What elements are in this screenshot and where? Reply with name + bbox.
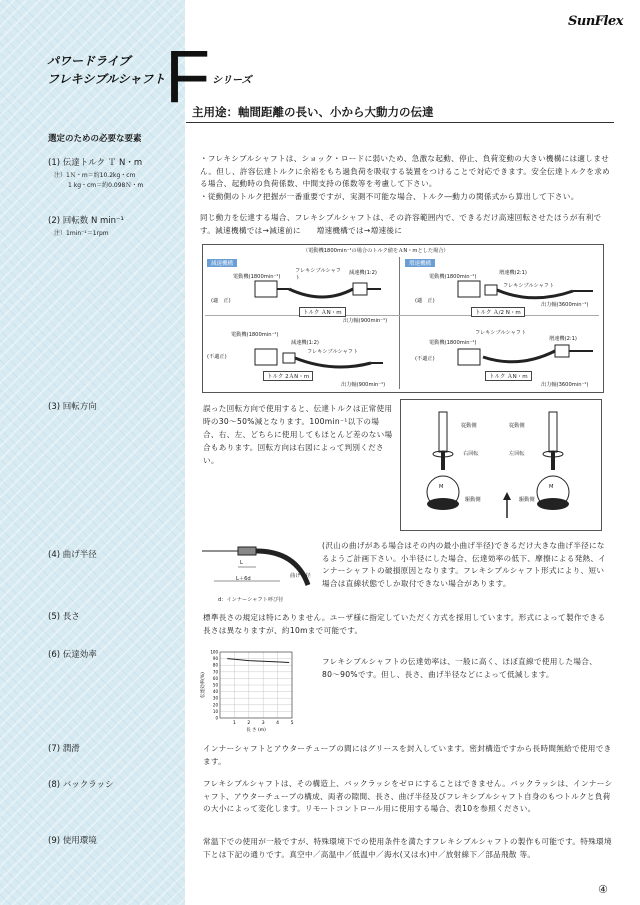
flex-label-3: フレキシブルシャフト [503, 283, 555, 289]
out900-label-2: 出力軸(900min⁻¹) [341, 382, 386, 388]
y-tick-label: 20 [212, 702, 218, 708]
rpm-note: 注）1min⁻¹＝1rpm [54, 230, 109, 237]
flex-label-4: フレキシブルシャフト [475, 330, 527, 336]
x-tick-label: 4 [276, 721, 280, 726]
y-tick-label: 90 [212, 656, 218, 662]
out900-label-1: 出力軸(900min⁻¹) [343, 318, 388, 324]
increaser-label-2: 増速機(2:1) [549, 336, 577, 342]
dim-l6d: L＋6d [236, 576, 251, 582]
efficiency-line [227, 659, 289, 663]
bad-label-1: (不適正) [207, 354, 227, 360]
y-tick-label: 60 [212, 675, 218, 681]
driven-label-1: 従動側 [461, 423, 477, 429]
subtitle-rule [186, 122, 614, 123]
dim-l: L [240, 560, 243, 566]
x-tick-label: 5 [290, 721, 294, 726]
reducer-label-2: 減速機(1:2) [291, 340, 319, 346]
direction-diagram [400, 399, 602, 531]
torque-a-1: トルク ＡN・m [299, 307, 346, 317]
y-tick-label: 80 [212, 662, 218, 668]
rpm-text: 同じ動力を伝達する場合、フレキシブルシャフトは、その許容範囲内で、できるだけ高速回転させたほうが有利です。減速機構では→減速前に 増速機構では→増速後に [200, 213, 602, 235]
bend-label: (4) 曲げ半径 [48, 550, 97, 560]
left-rotation-label: 左回転 [509, 451, 525, 457]
direction-label: (3) 回転方向 [48, 402, 97, 412]
series-line2: フレキシブルシャフト [47, 72, 166, 86]
motor-label-3: 電動機(1800min⁻¹) [429, 274, 477, 280]
series-letter: F [165, 35, 211, 118]
y-axis-label: 伝達効率(%) [201, 672, 206, 698]
page-subtitle: 主用途：軸間距離の長い、小から大動力の伝達 [192, 105, 434, 119]
lubrication-text: インナーシャフトとアウターチューブの間にはグリースを封入しています。密封構造ですから長時間無給で使用できます。 [203, 744, 612, 766]
length-label: (5) 長さ [48, 612, 80, 622]
brand-logo: SunFlex [568, 14, 623, 29]
torque-text1: ・フレキシブルシャフトは、ショック・ロードに弱いため、急激な起動、停止、負荷変動の大きい機構には適しません。但し、許容伝達トルクに余裕をもち過負荷を吸収する装置をつけることで対応できます。安全伝達トルクを求める場合、起動時の負荷係数、中間支持の係数等を考慮して下さい。 [200, 154, 611, 188]
y-tick-label: 40 [212, 689, 218, 695]
driven-label-2: 従動側 [509, 423, 525, 429]
torque-2a: トルク 2ＡN・m [263, 371, 313, 381]
torque-a2: トルク Ａ/2 N・m [471, 307, 525, 317]
efficiency-chart [196, 646, 306, 738]
bad-label-2: (不適正) [415, 356, 435, 362]
y-tick-label: 70 [212, 669, 218, 675]
rpm-label: (2) 回転数 N min⁻¹ [48, 216, 124, 226]
y-tick-label: 100 [210, 649, 218, 655]
series-line1: パワードライブ [47, 54, 131, 68]
flex-label-2: フレキシブルシャフト [307, 349, 359, 355]
series-suffix: シリーズ [212, 75, 252, 86]
intro-heading: 選定のための必要な要素 [48, 134, 142, 144]
backlash-text: フレキシブルシャフトは、その構造上、バックラッシをゼロにすることはできません。バックラッシは、インナーシャフト、アウターチューブの構成、両者の隙間、長さ、曲げ半径及びフレキシブルシャフト自身のもつトルクと負荷の大小によって変化します。リモートコントロール用に使用する場合、表10を参照ください。 [203, 779, 613, 813]
rpm-diagram [202, 244, 604, 393]
y-tick-label: 0 [215, 715, 218, 721]
backlash-label: (8) バックラッシ [48, 780, 114, 790]
page-number: ④ [598, 883, 608, 896]
y-tick-label: 50 [212, 682, 218, 688]
torque-note2: 1 kg・cm＝約0.098Ｎ・m [68, 182, 144, 189]
bend-text: (沢山の曲げがある場合はその内の最小曲げ半径)できるだけ大きな曲げ半径になるようご計画下さい。小半径にした場合、伝達効率の低下、摩擦による発熱、インナーシャフトの破損原因となります。フレキシブルシャフト形式により、短い場合は直線状態でしか取付できない場合があります。 [322, 541, 607, 588]
motor-m-1: M [439, 484, 444, 490]
motor-m-2: M [549, 484, 554, 490]
bend-drawing [200, 541, 320, 601]
motor-label-4: 電動機(1800min⁻¹) [429, 340, 477, 346]
tag-increase: 増速機構 [405, 259, 435, 267]
drive-label-1: 駆動側 [465, 497, 481, 503]
x-tick-label: 3 [261, 721, 265, 726]
good-label-1: (適 正) [211, 298, 231, 304]
length-text: 標準長さの規定は特にありません。ユーザ様に指定していただく方式を採用しています。形式によって製作できる長さは異なりますが、約10mまで可能です。 [203, 613, 606, 635]
y-tick-label: 30 [212, 695, 218, 701]
drive-label-2: 駆動側 [519, 497, 535, 503]
torque-a-2: トルク ＡN・m [485, 371, 532, 381]
environment-text: 常温下での使用が一般ですが、特殊環境下での使用条件を満たすフレキシブルシャフトの製作も可能です。特殊環境下とは下記の通りです。真空中／高温中／低温中／海水(又は水)中／放射線下／部品飛散 等。 [203, 837, 612, 859]
torque-note1: 注）1Ｎ・m＝約10.2kg・cm [54, 172, 136, 179]
motor-label-2: 電動機(1800min⁻¹) [231, 332, 279, 338]
out3600-label-1: 出力軸(3600min⁻¹) [541, 302, 589, 308]
rotation-drawings [401, 400, 601, 530]
torque-label: (1) 伝達トルク Ｔ N・m [48, 158, 143, 168]
diagram-caption: （電動機1800min⁻¹の場合のトルク値をＡN・mとした場合） [303, 248, 449, 254]
y-tick-label: 10 [212, 708, 218, 714]
good-label-2: (適 正) [415, 298, 435, 304]
dim-note: d：インナーシャフト呼び径 [218, 597, 284, 603]
environment-label: (9) 使用環境 [48, 836, 97, 846]
flex-label-1: フレキシブルシャフト [295, 268, 341, 281]
torque-text2: ・従動側のトルク把握が一番重要ですが、実測不可能な場合、トルク―動力の関係式から算出して下さい。 [200, 192, 579, 201]
motor-label-1: 電動機(1800min⁻¹) [233, 274, 281, 280]
right-rotation-label: 右回転 [463, 451, 479, 457]
x-tick-label: 2 [247, 721, 251, 726]
mechanism-drawings [203, 245, 603, 392]
tag-reduction: 減速機構 [207, 259, 237, 267]
lubrication-label: (7) 潤滑 [48, 744, 80, 754]
efficiency-text: フレキシブルシャフトの伝達効率は、一般に高く、ほぼ直線で使用した場合、80〜90%です。但し、長さ、曲げ半径などによって低減します。 [322, 657, 598, 679]
x-tick-label: 1 [232, 721, 236, 726]
dim-radius: 曲げ半径 [290, 573, 311, 579]
x-axis-label: 長 さ (m) [246, 728, 266, 733]
direction-text: 誤った回転方向で使用すると、伝達トルクは正常使用時の30〜50%減となります。100min⁻¹以下の場合、右、左、どちらに使用してもほとんど差のない場合もあります。回転方向は右図によって判別ください。 [203, 404, 393, 465]
reducer-label-1: 減速機(1:2) [349, 270, 377, 276]
increaser-label-1: 増速機(2:1) [499, 270, 527, 276]
out3600-label-2: 出力軸(3600min⁻¹) [541, 382, 589, 388]
efficiency-label: (6) 伝達効率 [48, 650, 97, 660]
